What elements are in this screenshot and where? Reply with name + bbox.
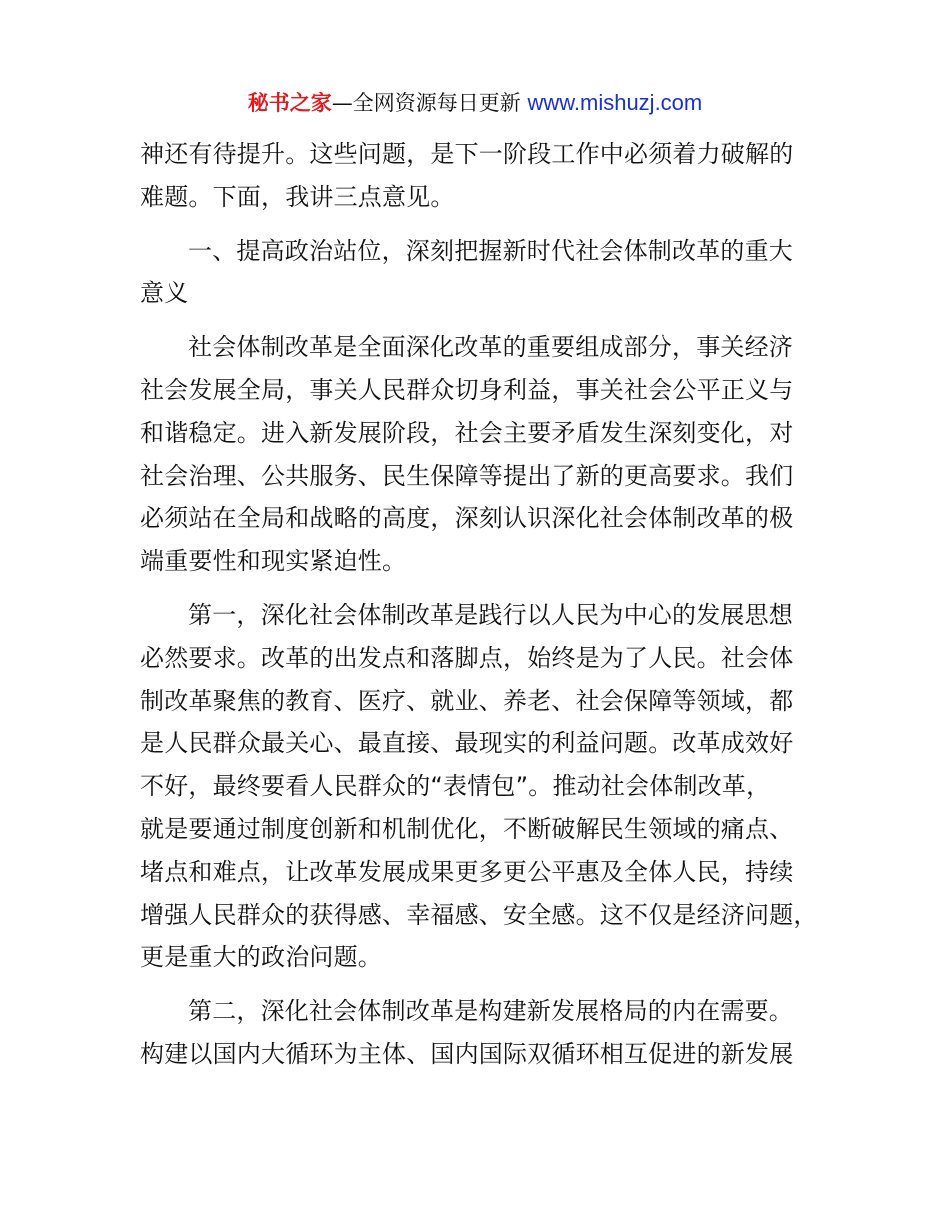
paragraph-intro: [140, 326, 816, 583]
text-line: 构建以国内大循环为主体、国内国际双循环相互促进的新发展: [140, 1039, 794, 1068]
text-line: 端重要性和现实紧迫性。: [140, 547, 407, 576]
text-line: 更是重大的政治问题。: [140, 943, 382, 972]
text-line: 一、提高政治站位，深刻把握新时代社会体制改革的重大: [188, 236, 793, 265]
text-line: 制改革聚焦的教育、医疗、就业、养老、社会保障等领域，都: [140, 686, 794, 715]
text-line: 必然要求。改革的出发点和落脚点，始终是为了人民。社会体: [140, 643, 794, 672]
text-line: 不好，最终要看人民群众的“表情包”。推动社会体制改革，: [140, 772, 771, 801]
paragraph-point-2: [140, 990, 816, 1076]
text-line: 增强人民群众的获得感、幸福感、安全感。这不仅是经济问题，: [140, 900, 818, 929]
text-line: 堵点和难点，让改革发展成果更多更公平惠及全体人民，持续: [140, 857, 794, 886]
text-line: 第二，深化社会体制改革是构建新发展格局的内在需要。: [188, 997, 793, 1026]
text-line: 社会体制改革是全面深化改革的重要组成部分，事关经济: [188, 333, 793, 362]
text-line: 是人民群众最关心、最直接、最现实的利益问题。改革成效好: [140, 729, 794, 758]
text-line: 意义: [140, 279, 189, 308]
text-line: 第一，深化社会体制改革是践行以人民为中心的发展思想: [188, 600, 793, 629]
header-tagline: —全网资源每日更新: [331, 91, 521, 115]
text-line: 神还有待提升。这些问题，是下一阶段工作中必须着力破解的: [140, 140, 794, 168]
brand-name: 秘书之家: [247, 91, 332, 115]
paragraph-point-1: [140, 594, 816, 979]
page-header: [0, 88, 950, 118]
text-line: 社会治理、公共服务、民生保障等提出了新的更高要求。我们: [140, 461, 794, 490]
site-url-link[interactable]: www.mishuzj.com: [527, 90, 703, 115]
text-line: 难题。下面，我讲三点意见。: [140, 182, 455, 211]
text-line: 社会发展全局，事关人民群众切身利益，事关社会公平正义与: [140, 375, 794, 404]
text-line: 就是要通过制度创新和机制优化，不断破解民生领域的痛点、: [140, 814, 794, 843]
section-heading-1: [140, 230, 816, 316]
document-body: [140, 133, 816, 1076]
text-line: 必须站在全局和战略的高度，深刻认识深化社会体制改革的极: [140, 504, 794, 533]
text-line: 和谐稳定。进入新发展阶段，社会主要矛盾发生深刻变化，对: [140, 418, 794, 447]
paragraph-continuation: [140, 133, 816, 219]
